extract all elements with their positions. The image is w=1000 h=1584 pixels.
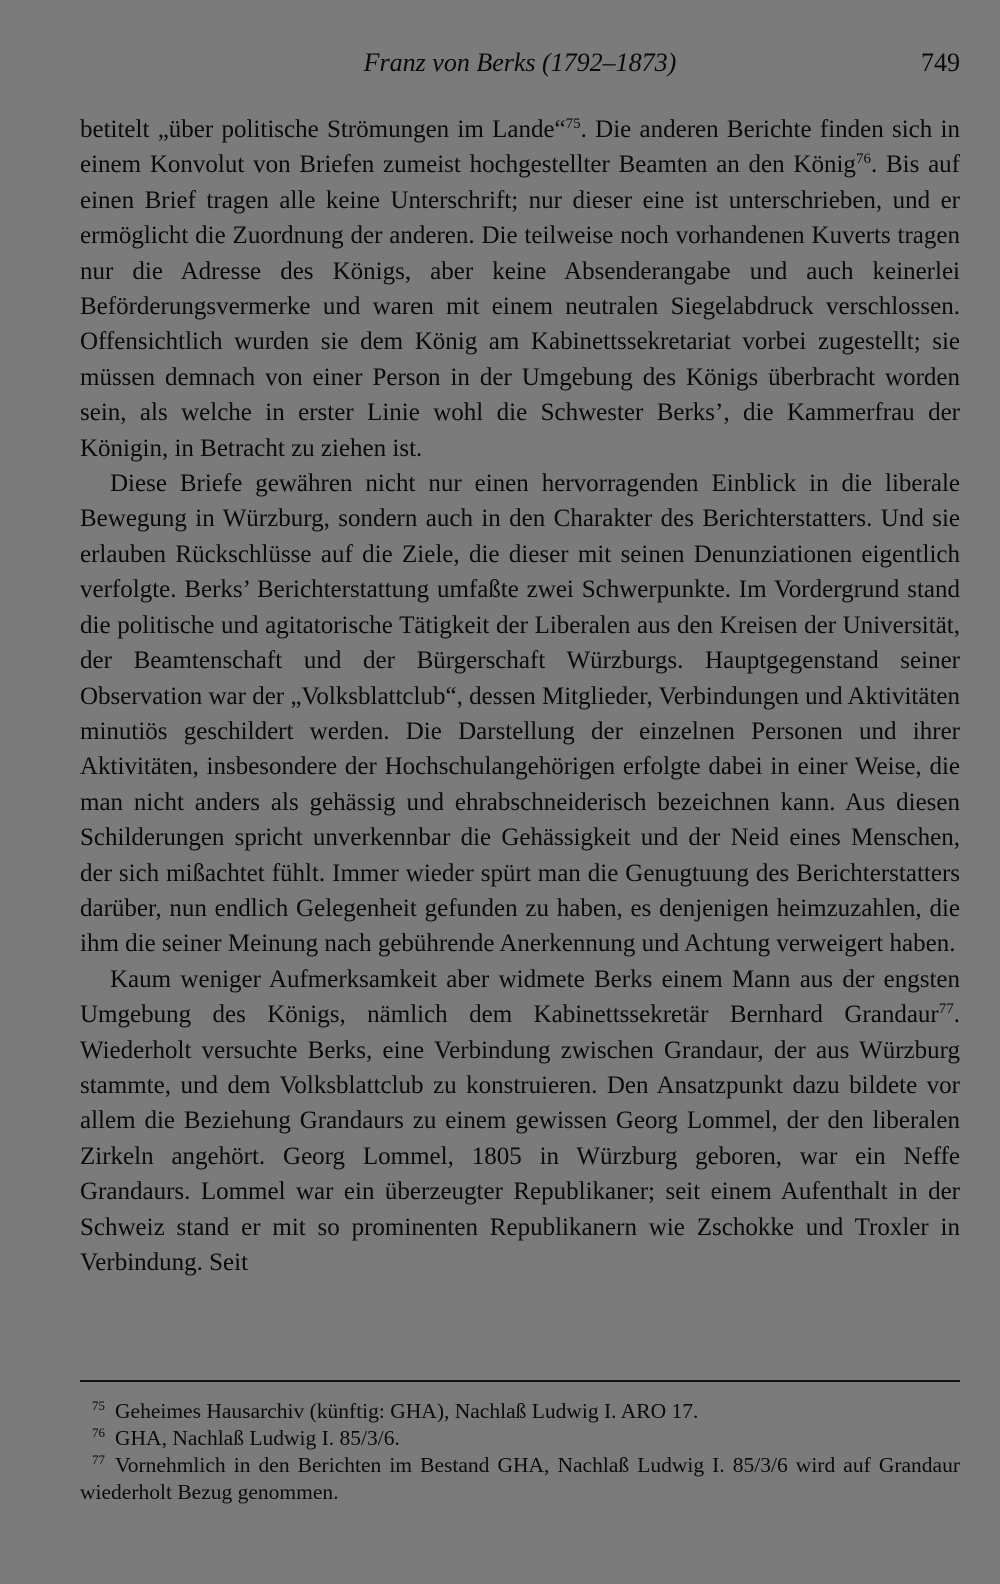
footnote-ref-77: 77 — [938, 1001, 954, 1018]
footnote-75 — [80, 1398, 960, 1425]
footnote-ref-76: 76 — [855, 151, 871, 168]
page-number: 749 — [921, 48, 960, 77]
paragraph-1-part-1: betitelt „über politische Strömungen im Lande“ — [80, 116, 566, 143]
paragraph-3-part-1: Kaum weniger Aufmerksamkeit aber widmete Berks einem Mann aus der engsten Umgebung des Königs, nämlich dem Kabinettssekretär Bernhard Grandaur — [80, 965, 960, 1029]
footnote-76 — [80, 1425, 960, 1452]
footnote-divider — [80, 1380, 960, 1382]
footnote-77 — [80, 1452, 960, 1506]
body-text — [80, 112, 960, 1280]
footnote-number: 75 — [92, 1398, 105, 1413]
footnotes — [80, 1398, 960, 1506]
footnote-number: 77 — [92, 1452, 105, 1467]
footnote-ref-75: 75 — [565, 116, 581, 132]
running-title: Franz von Berks (1792–1873) — [363, 48, 677, 77]
page-header — [80, 44, 960, 84]
paragraph-2: Diese Briefe gewähren nicht nur einen hervorragenden Einblick in die liberale Bewegung in Würzburg, sondern auch in den Charakter des Berichterstatters. Und sie erlauben Rückschlüsse auf die Ziele, die dieser mit seinen Denunziationen eigentlich verfolgte. Berks’ Berichterstattung umfaßte zwei Schwerpunkte. Im Vordergrund stand die politische und agitatorische Tätigkeit der Liberalen aus den Kreisen der Universität, der Beamtenschaft und der Bürgerschaft Würzburgs. Hauptgegenstand seiner Observation war der „Volksblattclub“, dessen Mitglieder, Verbindungen und Aktivitäten minutiös geschildert werden. Die Darstellung der einzelnen Personen und ihrer Aktivitäten, insbesondere der Hochschulangehörigen erfolgte dabei in einer Weise, die man nicht anders als gehässig und ehrabschneiderisch bezeichnen kann. Aus diesen Schilderungen spricht unverkennbar die Gehässigkeit und der Neid eines Menschen, der sich mißachtet fühlt. Immer wieder spürt man die Genugtuung des Berichterstatters darüber, nun endlich Gelegenheit gefunden zu haben, es denjenigen heimzuzahlen, die ihm die seiner Meinung nach gebührende Anerkennung und Achtung verweigert haben. — [80, 470, 960, 958]
footnote-text: Geheimes Hausarchiv (künftig: GHA), Nachlaß Ludwig I. ARO 17. — [115, 1399, 699, 1423]
paragraph-3 — [80, 962, 960, 1281]
footnote-text: GHA, Nachlaß Ludwig I. 85/3/6. — [115, 1426, 400, 1450]
paragraph-1-part-2: . Die anderen Berichte finden sich in einem Konvolut von Briefen zumeist hochgestellter Beamten an den König — [80, 116, 960, 179]
paragraph-1 — [80, 112, 960, 466]
paragraph-3-part-2: . Wiederholt versuchte Berks, eine Verbindung zwischen Grandaur, der aus Würzburg stammte, und dem Volksblattclub zu konstruieren. Den Ansatzpunkt dazu bildete vor allem die Beziehung Grandaurs zu einem gewissen Georg Lommel, der den liberalen Zirkeln angehört. Georg Lommel, 1805 in Würzburg geboren, war ein Neffe Grandaurs. Lommel war ein überzeugter Republikaner; seit einem Aufenthalt in der Schweiz stand er mit so prominenten Republikanern wie Zschokke und Troxler in Verbindung. Seit — [80, 1001, 960, 1276]
footnote-number: 76 — [92, 1425, 105, 1440]
paragraph-1-part-3: . Bis auf einen Brief tragen alle keine Unterschrift; nur dieser eine ist unterschrieben, und er ermöglicht die Zuordnung der anderen. Die teilweise noch vorhandenen Kuverts tragen nur die Adresse des Königs, aber keine Absenderangabe und auch keinerlei Beförderungsvermerke und waren mit einem neutralen Siegelabdruck verschlossen. Offensichtlich wurden sie dem König am Kabinettssekretariat vorbei zugestellt; sie müssen demnach von einer Person in der Umgebung des Königs überbracht worden sein, als welche in erster Linie wohl die Schwester Berks’, die Kammerfrau der Königin, in Betracht zu ziehen ist. — [80, 151, 960, 462]
footnote-text: Vornehmlich in den Berichten im Bestand GHA, Nachlaß Ludwig I. 85/3/6 wird auf Grandaur wiederholt Bezug genommen. — [80, 1453, 960, 1504]
